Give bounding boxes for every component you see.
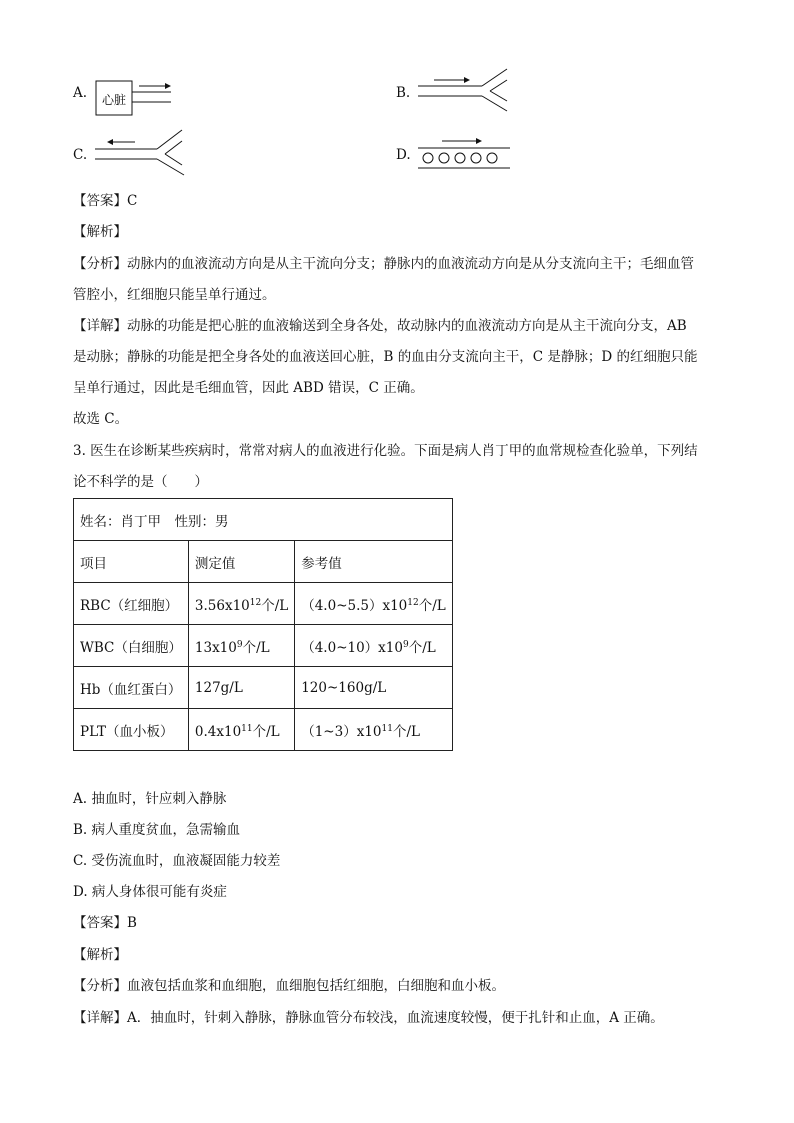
option-c-label: C. — [73, 147, 88, 163]
reference-cell: $(1\sim 3)x10^{11}$个/L — [295, 709, 453, 751]
q2-fenxi-text1: 动脉内的血液流动方向是从主干流向分支；静脉内的血液流动方向是从分支流向主干；毛细血管 — [127, 256, 694, 272]
patient-info: 姓名：肖丁甲 性别：男 — [74, 499, 453, 541]
q3-stem-line1: 3. 医生在诊断某些疾病时，常常对病人的血液进行化验。下面是病人肖丁甲的血常规检查化验单，下列结 — [73, 443, 698, 459]
table-row — [74, 667, 453, 709]
table-row — [74, 709, 453, 751]
q2-xiangjie-text1: 动脉的功能是把心脏的血液输送到全身各处，故动脉内的血液流动方向是从主干流向分支，AB — [127, 318, 687, 334]
q2-answer-line — [73, 191, 137, 211]
q2-analysis-tag: 【解析】 — [73, 224, 127, 240]
header-value: 测定值 — [188, 541, 294, 583]
heart-box-text: 心脏 — [101, 93, 127, 107]
q3-fenxi-line1 — [73, 976, 505, 996]
q2-xiangjie-line2: 是动脉；静脉的功能是把全身各处的血液送回心脏，B 的血由分支流向主干，C 是静脉；D 的红细胞只能 — [73, 349, 698, 365]
diagram-capillary — [416, 136, 516, 172]
q2-xiangjie-tag: 【详解】 — [73, 318, 127, 334]
diagram-vessel-converging — [418, 66, 513, 116]
q3-answer: B — [127, 915, 137, 931]
q3-fenxi-tag: 【分析】 — [73, 978, 127, 994]
option-b-label: B. — [396, 85, 411, 101]
q3-option-d: D. 病人身体很可能有炎症 — [73, 884, 227, 900]
q2-xiangjie-line1 — [73, 316, 687, 336]
q2-fenxi-tag: 【分析】 — [73, 256, 127, 272]
value-cell: 127g/L — [188, 667, 294, 709]
q2-conclusion: 故选 C。 — [73, 411, 129, 427]
header-item: 项目 — [74, 541, 189, 583]
table-row — [74, 499, 453, 541]
q2-fenxi-line2: 管腔小，红细胞只能呈单行通过。 — [73, 287, 276, 303]
q3-stem-line2: 论不科学的是（ ） — [73, 474, 208, 490]
diagram-heart-artery — [95, 78, 175, 118]
q3-fenxi-text1: 血液包括血浆和血细胞，血细胞包括红细胞，白细胞和血小板。 — [127, 978, 505, 994]
option-d-label: D. — [396, 147, 411, 163]
table-header-row — [74, 541, 453, 583]
q3-option-a: A. 抽血时，针应刺入静脉 — [73, 791, 227, 807]
item-cell: PLT（血小板） — [74, 709, 189, 751]
q2-answer: C — [127, 193, 138, 209]
q3-answer-tag: 【答案】 — [73, 915, 127, 931]
option-a-label: A. — [73, 85, 88, 101]
q3-xiangjie-text1: A．抽血时，针刺入静脉，静脉血管分布较浅，血流速度较慢，便于扎针和止血，A 正确。 — [127, 1010, 664, 1026]
q3-option-c: C. 受伤流血时，血液凝固能力较差 — [73, 853, 281, 869]
item-cell: Hb（血红蛋白） — [74, 667, 189, 709]
value-cell: $13x10^9$个/L — [188, 625, 294, 667]
value-cell: $0.4x10^{11}$个/L — [188, 709, 294, 751]
q2-answer-tag: 【答案】 — [73, 193, 127, 209]
q3-option-b: B. 病人重度贫血，急需输血 — [73, 822, 241, 838]
q2-xiangjie-line3: 呈单行通过，因此是毛细血管，因此 ABD 错误，C 正确。 — [73, 380, 424, 396]
item-cell: WBC（白细胞） — [74, 625, 189, 667]
table-row — [74, 625, 453, 667]
reference-cell: $(4.0\sim 5.5)x10^{12}$个/L — [295, 583, 453, 625]
item-cell: RBC（红细胞） — [74, 583, 189, 625]
table-row — [74, 583, 453, 625]
header-reference: 参考值 — [295, 541, 453, 583]
q3-xiangjie-tag: 【详解】 — [73, 1010, 127, 1026]
reference-cell: $(4.0\sim 10)x10^9$个/L — [295, 625, 453, 667]
diagram-vessel-diverging — [95, 127, 190, 179]
q3-analysis-tag: 【解析】 — [73, 947, 127, 963]
reference-cell: 120~160g/L — [295, 667, 453, 709]
q3-xiangjie-line1 — [73, 1008, 664, 1028]
q2-fenxi-line1 — [73, 254, 694, 274]
blood-test-table — [73, 498, 453, 751]
q3-answer-line — [73, 913, 137, 933]
value-cell: $3.56x10^{12}$个/L — [188, 583, 294, 625]
